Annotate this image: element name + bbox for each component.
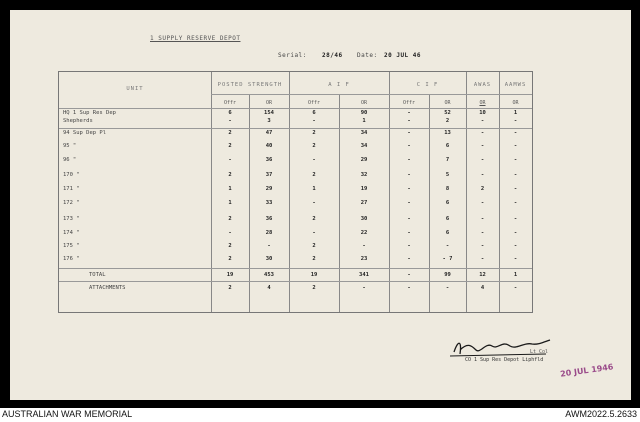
value-cell: 19 xyxy=(360,186,368,192)
posted-offr-header: Offr xyxy=(223,100,237,106)
table-row-line xyxy=(59,281,532,282)
value-cell: - xyxy=(480,172,485,178)
value-cell: 7 xyxy=(445,157,450,163)
aif-header: A I F xyxy=(328,82,350,88)
value-cell: - xyxy=(513,157,518,163)
value-cell: 36 xyxy=(265,157,273,163)
value-cell: 30 xyxy=(265,256,273,262)
value-cell: 37 xyxy=(265,172,273,178)
table-row-line xyxy=(211,94,532,95)
value-cell: - xyxy=(267,243,271,249)
cif-header: C I F xyxy=(416,82,439,88)
value-cell: 2 xyxy=(228,285,232,291)
value-cell: - 7 xyxy=(442,256,453,262)
table-row xyxy=(59,130,532,140)
value-cell: - xyxy=(407,186,411,192)
value-cell: 2 xyxy=(228,130,232,136)
table-row xyxy=(59,143,532,153)
strength-table xyxy=(58,71,533,313)
value-cell: - xyxy=(480,200,485,206)
aif-offr-header: Offr xyxy=(307,100,321,106)
value-cell: 28 xyxy=(265,230,273,236)
value-cell: - xyxy=(312,230,316,236)
value-cell: - xyxy=(480,143,485,149)
cif-offr-header: Offr xyxy=(402,100,416,106)
signature-title: Lt Col xyxy=(530,349,549,355)
value-cell: - xyxy=(228,230,232,236)
table-row-line xyxy=(59,108,532,109)
table-row xyxy=(59,172,532,182)
unit-name-cell: 95 " xyxy=(63,143,77,149)
value-cell: 5 xyxy=(445,172,450,178)
value-cell: 2 xyxy=(480,186,485,192)
table-row-line xyxy=(59,128,532,129)
value-cell: 2 xyxy=(228,143,232,149)
value-cell: 154 xyxy=(264,110,274,116)
unit-name-cell: 173 " xyxy=(63,216,80,222)
table-row xyxy=(59,230,532,240)
value-cell: 29 xyxy=(265,186,273,192)
value-cell: - xyxy=(445,243,450,249)
value-cell: 2 xyxy=(312,216,316,222)
value-cell: - xyxy=(480,256,485,262)
value-cell: - xyxy=(513,200,518,206)
table-row xyxy=(59,285,532,295)
value-cell: - xyxy=(513,256,518,262)
value-cell: - xyxy=(362,285,366,291)
table-row xyxy=(59,243,532,253)
cif-or-header: OR xyxy=(444,100,451,106)
value-cell: - xyxy=(407,285,411,291)
serial-value: 28/46 xyxy=(322,52,343,59)
value-cell: - xyxy=(312,200,316,206)
unit-name-cell: HQ 1 Sup Res Dep xyxy=(63,110,116,116)
unit-name-cell: 170 " xyxy=(63,172,80,178)
value-cell: - xyxy=(513,186,518,192)
unit-name-cell: 176 " xyxy=(63,256,80,262)
value-cell: - xyxy=(513,243,518,249)
posted-or-header: OR xyxy=(265,100,273,106)
value-cell: 10 xyxy=(479,110,486,116)
value-cell: 1 xyxy=(228,186,232,192)
table-row xyxy=(59,200,532,210)
serial-label: Serial: xyxy=(278,52,307,59)
date-label: Date: xyxy=(357,52,378,59)
value-cell: 1 xyxy=(312,186,316,192)
value-cell: 341 xyxy=(359,272,369,278)
footer-accession-number: AWM2022.5.2633 xyxy=(565,409,637,419)
value-cell: 2 xyxy=(312,172,316,178)
value-cell: 13 xyxy=(444,130,451,136)
value-cell: 90 xyxy=(360,110,368,116)
value-cell: 6 xyxy=(445,143,450,149)
value-cell: 52 xyxy=(444,110,451,116)
value-cell: - xyxy=(480,157,485,163)
table-row xyxy=(59,186,532,196)
value-cell: 34 xyxy=(360,130,368,136)
value-cell: 2 xyxy=(228,243,232,249)
value-cell: 30 xyxy=(360,216,368,222)
document-title: 1 SUPPLY RESERVE DEPOT xyxy=(150,35,241,42)
value-cell: - xyxy=(513,143,518,149)
unit-name-cell: TOTAL xyxy=(89,272,106,278)
value-cell: - xyxy=(407,157,411,163)
value-cell: 34 xyxy=(360,143,368,149)
value-cell: - xyxy=(407,172,411,178)
value-cell: - xyxy=(480,243,485,249)
awas-header: AWAS xyxy=(473,82,492,88)
value-cell: - xyxy=(407,143,411,149)
table-row-line xyxy=(59,268,532,269)
value-cell: - xyxy=(513,285,518,291)
value-cell: - xyxy=(513,172,518,178)
unit-name-cell: Shepherds xyxy=(63,118,93,124)
unit-name-cell: 174 " xyxy=(63,230,80,236)
value-cell: - xyxy=(407,200,411,206)
value-cell: - xyxy=(407,243,411,249)
value-cell: - xyxy=(407,130,411,136)
posted-strength-header: POSTED STRENGTH xyxy=(217,82,283,88)
table-row xyxy=(59,157,532,167)
value-cell: 3 xyxy=(267,118,271,124)
value-cell: - xyxy=(312,118,316,124)
value-cell: 12 xyxy=(479,272,486,278)
date-stamp: 20 JUL 1946 xyxy=(559,362,614,379)
table-row xyxy=(59,256,532,266)
value-cell: 19 xyxy=(226,272,234,278)
value-cell: 6 xyxy=(228,110,232,116)
value-cell: - xyxy=(228,118,232,124)
value-cell: - xyxy=(480,216,485,222)
value-cell: - xyxy=(445,285,450,291)
date-value: 20 JUL 46 xyxy=(384,52,422,59)
aamws-header: AAMWS xyxy=(504,82,527,88)
value-cell: 2 xyxy=(312,130,316,136)
value-cell: - xyxy=(407,110,411,116)
value-cell: - xyxy=(228,157,232,163)
signature-unit: CO 1 Sup Res Depot Liphfld xyxy=(465,357,544,363)
value-cell: - xyxy=(480,230,485,236)
value-cell: - xyxy=(513,216,518,222)
table-row xyxy=(59,216,532,226)
value-cell: 6 xyxy=(445,216,450,222)
unit-name-cell: 96 " xyxy=(63,157,77,163)
value-cell: - xyxy=(407,256,411,262)
value-cell: 1 xyxy=(513,110,518,116)
value-cell: 4 xyxy=(480,285,485,291)
unit-name-cell: 172 " xyxy=(63,200,80,206)
awas-or-header: OR xyxy=(479,100,486,106)
value-cell: 2 xyxy=(312,256,316,262)
value-cell: 1 xyxy=(513,272,518,278)
value-cell: 6 xyxy=(445,200,450,206)
value-cell: 8 xyxy=(445,186,450,192)
aif-or-header: OR xyxy=(360,100,368,106)
value-cell: 1 xyxy=(362,118,366,124)
unit-name-cell: 94 Sup Dep Pl xyxy=(63,130,107,136)
aamws-or-header: OR xyxy=(512,100,519,106)
unit-name-cell: 171 " xyxy=(63,186,80,192)
value-cell: 22 xyxy=(360,230,368,236)
table-row xyxy=(59,118,532,128)
value-cell: 2 xyxy=(228,256,232,262)
value-cell: 23 xyxy=(360,256,368,262)
value-cell: - xyxy=(312,157,316,163)
value-cell: 2 xyxy=(228,216,232,222)
value-cell: 40 xyxy=(265,143,273,149)
value-cell: - xyxy=(407,272,411,278)
value-cell: 2 xyxy=(445,118,450,124)
value-cell: 6 xyxy=(445,230,450,236)
value-cell: 453 xyxy=(264,272,274,278)
value-cell: 47 xyxy=(265,130,273,136)
footer-credit: AUSTRALIAN WAR MEMORIAL xyxy=(2,409,133,419)
value-cell: - xyxy=(407,118,411,124)
value-cell: - xyxy=(513,130,518,136)
value-cell: 2 xyxy=(312,243,316,249)
value-cell: 19 xyxy=(310,272,318,278)
value-cell: 99 xyxy=(444,272,451,278)
value-cell: - xyxy=(513,118,518,124)
value-cell: 32 xyxy=(360,172,368,178)
value-cell: - xyxy=(407,216,411,222)
value-cell: 2 xyxy=(312,285,316,291)
value-cell: 33 xyxy=(265,200,273,206)
value-cell: 27 xyxy=(360,200,368,206)
signature xyxy=(446,332,556,360)
value-cell: - xyxy=(480,118,485,124)
value-cell: 2 xyxy=(228,172,232,178)
value-cell: - xyxy=(480,130,485,136)
value-cell: 6 xyxy=(312,110,316,116)
unit-name-cell: 175 " xyxy=(63,243,80,249)
value-cell: 1 xyxy=(228,200,232,206)
value-cell: - xyxy=(362,243,366,249)
value-cell: 4 xyxy=(267,285,271,291)
value-cell: 36 xyxy=(265,216,273,222)
value-cell: - xyxy=(407,230,411,236)
value-cell: 29 xyxy=(360,157,368,163)
value-cell: 2 xyxy=(312,143,316,149)
unit-column-header: UNIT xyxy=(126,86,144,92)
value-cell: - xyxy=(513,230,518,236)
unit-name-cell: ATTACHMENTS xyxy=(89,285,126,291)
